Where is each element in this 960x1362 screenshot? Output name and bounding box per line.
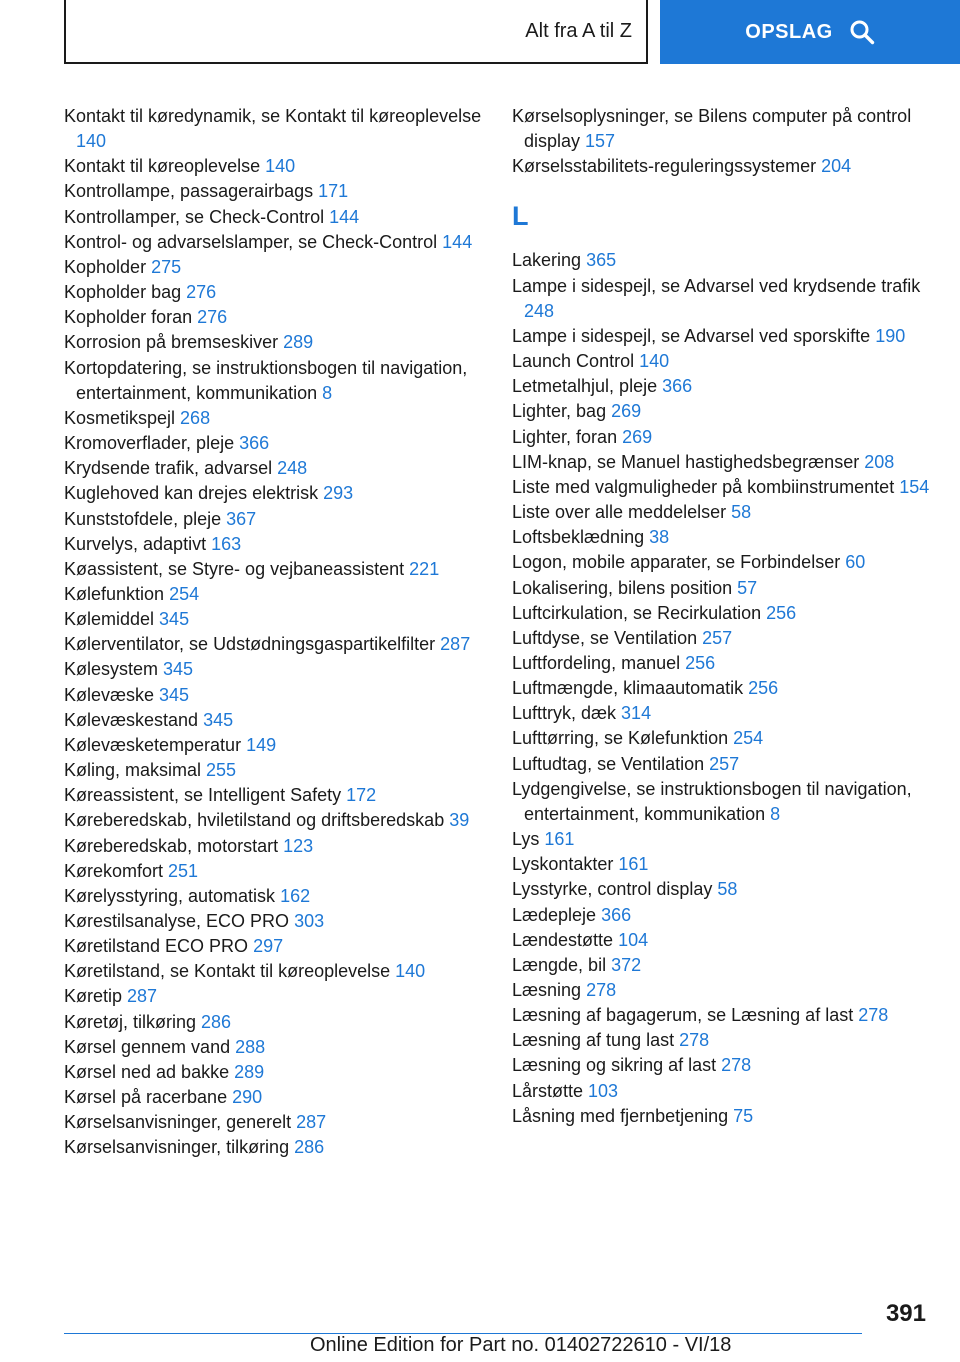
index-entry-text: Kromoverflader, pleje xyxy=(64,433,240,454)
index-entry-page-link[interactable]: 58 xyxy=(731,502,752,523)
index-entry xyxy=(512,676,932,701)
index-entry-page-link[interactable]: 345 xyxy=(203,709,234,730)
index-entry xyxy=(512,626,932,651)
index-entry xyxy=(64,456,484,481)
index-entry-text: Kølerventilator, se Udstødningsgaspartikelfilter xyxy=(64,634,441,655)
index-entry-page-link[interactable]: 287 xyxy=(296,1112,327,1133)
index-entry xyxy=(64,859,484,884)
index-entry-text: Kørselsanvisninger, generelt xyxy=(64,1112,297,1133)
index-entry-text: Krydsende trafik, advarsel xyxy=(64,458,278,479)
index-entry-page-link[interactable]: 75 xyxy=(733,1105,754,1126)
index-entry-text: Lysstyrke, control display xyxy=(512,879,718,900)
index-entry-page-link[interactable]: 154 xyxy=(899,476,930,497)
footer-edition-text: Online Edition for Part no. 01402722610 - VI/18 xyxy=(310,1334,732,1356)
index-entry xyxy=(64,808,484,833)
index-entry-page-link[interactable]: 276 xyxy=(197,307,228,328)
index-entry-text: Kuglehoved kan drejes elektrisk xyxy=(64,483,324,504)
index-entry-page-link[interactable]: 39 xyxy=(449,810,470,831)
page-number: 391 xyxy=(885,1300,926,1327)
index-entry-page-link[interactable]: 144 xyxy=(329,206,360,227)
index-entry xyxy=(64,1010,484,1035)
index-entry-text: Lampe i sidespejl, se Advarsel ved sporskifte xyxy=(512,325,876,346)
index-entry xyxy=(64,884,484,909)
index-entry xyxy=(64,532,484,557)
index-entry-page-link[interactable]: 256 xyxy=(685,652,716,673)
index-entry-page-link[interactable]: 278 xyxy=(721,1055,752,1076)
index-entry-text: Lændestøtte xyxy=(512,929,619,950)
index-entry-text: Køretilstand ECO PRO xyxy=(64,936,254,957)
index-entry xyxy=(512,726,932,751)
index-entry xyxy=(512,500,932,525)
index-entry xyxy=(512,978,932,1003)
index-entry-page-link[interactable]: 8 xyxy=(322,382,333,403)
index-entry xyxy=(512,399,932,424)
index-entry-page-link[interactable]: 289 xyxy=(283,332,314,353)
index-entry xyxy=(64,1035,484,1060)
index-entry-text: Kørelysstyring, automatisk xyxy=(64,885,281,906)
index-entry-text: Kopholder foran xyxy=(64,307,198,328)
search-button[interactable] xyxy=(660,0,960,64)
index-entry-text: Læsning xyxy=(512,980,587,1000)
index-entry-page-link[interactable]: 297 xyxy=(253,936,284,957)
index-entry-text: Køling, maksimal xyxy=(64,760,207,781)
index-entry xyxy=(512,274,932,324)
index-entry-text: Lædepleje xyxy=(512,904,602,925)
index-entry-text: Liste med valgmuligheder på kombiinstrumentet xyxy=(512,476,900,497)
index-entry-text: LIM-knap, se Manuel hastighedsbegrænser xyxy=(512,451,865,472)
index-entry xyxy=(64,683,484,708)
index-entry xyxy=(512,1104,932,1129)
index-entry-page-link[interactable]: 161 xyxy=(544,829,575,850)
index-entry xyxy=(64,205,484,230)
index-entry-text: Kølevæsketemperatur xyxy=(64,734,247,755)
index-entry-page-link[interactable]: 365 xyxy=(586,250,617,271)
index-entry-page-link[interactable]: 172 xyxy=(346,785,377,806)
index-entry-page-link[interactable]: 286 xyxy=(294,1137,325,1158)
index-entry-text: Luftmængde, klimaautomatik xyxy=(512,678,749,699)
index-entry-text: Kølevæske xyxy=(64,684,160,705)
index-entry xyxy=(64,733,484,758)
index-entry-page-link[interactable]: 221 xyxy=(409,558,440,579)
index-entry-page-link[interactable]: 140 xyxy=(395,961,426,982)
index-entry-text: Lakering xyxy=(512,250,587,271)
index-entry-page-link[interactable]: 286 xyxy=(201,1011,232,1032)
index-entry-text: Læsning og sikring af last xyxy=(512,1055,722,1076)
index-entry-page-link[interactable]: 278 xyxy=(858,1005,889,1026)
index-column-right xyxy=(512,104,932,1129)
index-entry xyxy=(64,481,484,506)
index-entry-page-link[interactable]: 204 xyxy=(821,156,852,177)
index-entry-page-link[interactable]: 123 xyxy=(283,835,314,856)
index-entry-page-link[interactable]: 256 xyxy=(766,602,797,623)
index-entry-page-link[interactable]: 163 xyxy=(211,533,242,554)
index-entry-text: Køassistent, se Styre- og vejbaneassistent xyxy=(64,558,410,579)
index-entry-page-link[interactable]: 248 xyxy=(524,300,555,321)
index-entry xyxy=(64,708,484,733)
index-entry-text: Kopholder xyxy=(64,256,152,277)
index-entry-page-link[interactable]: 289 xyxy=(234,1061,265,1082)
index-entry-text: Køretøj, tilkøring xyxy=(64,1011,202,1032)
index-entry-text: Luftcirkulation, se Recirkulation xyxy=(512,602,767,623)
index-entry xyxy=(64,280,484,305)
index-entry-text: Lyskontakter xyxy=(512,854,619,875)
index-entry-page-link[interactable]: 149 xyxy=(246,734,277,755)
index-entry-text: Lufttørring, se Kølefunktion xyxy=(512,728,734,749)
index-entry-text: Logon, mobile apparater, se Forbindelser xyxy=(512,552,846,573)
index-entry-page-link[interactable]: 162 xyxy=(280,885,311,906)
index-entry-text: Lighter, bag xyxy=(512,401,612,422)
index-entry-page-link[interactable]: 58 xyxy=(717,879,738,900)
index-entry-text: Køreberedskab, hviletilstand og driftsberedskab xyxy=(64,810,450,831)
index-entry-page-link[interactable]: 290 xyxy=(232,1087,263,1108)
index-entry-page-link[interactable]: 268 xyxy=(180,407,211,428)
index-entry-text: Kontakt til køredynamik, se Kontakt til køreoplevelse xyxy=(64,106,482,126)
index-entry-page-link[interactable]: 144 xyxy=(442,231,473,252)
index-entry xyxy=(512,701,932,726)
index-entry xyxy=(512,1053,932,1078)
index-entry-page-link[interactable]: 257 xyxy=(709,753,740,774)
index-entry xyxy=(512,1003,932,1028)
index-entry xyxy=(512,651,932,676)
index-entry-page-link[interactable]: 161 xyxy=(618,854,649,875)
index-entry-page-link[interactable]: 366 xyxy=(239,433,270,454)
index-entry-text: Kørselsstabilitets-reguleringssystemer xyxy=(512,156,822,177)
index-entry xyxy=(64,783,484,808)
index-entry xyxy=(64,959,484,984)
index-entry xyxy=(64,507,484,532)
index-entry xyxy=(64,154,484,179)
index-entry-text: Læsning af bagagerum, se Læsning af last xyxy=(512,1005,859,1026)
index-entry-page-link[interactable]: 287 xyxy=(127,986,158,1007)
index-entry-page-link[interactable]: 288 xyxy=(235,1036,266,1057)
index-entry xyxy=(64,330,484,355)
index-entry-text: Kølesystem xyxy=(64,659,164,680)
index-entry-text: Længde, bil xyxy=(512,954,612,975)
index-entry-text: Kørekomfort xyxy=(64,860,169,881)
index-entry xyxy=(512,349,932,374)
index-entry-text: Kørselsanvisninger, tilkøring xyxy=(64,1137,295,1158)
index-entry xyxy=(512,324,932,349)
index-entry-text: Lårstøtte xyxy=(512,1080,589,1101)
index-entry-page-link[interactable]: 276 xyxy=(186,282,217,303)
index-entry xyxy=(512,877,932,902)
index-entry-page-link[interactable]: 367 xyxy=(226,508,257,529)
index-entry xyxy=(512,450,932,475)
index-entry-text: Kunststofdele, pleje xyxy=(64,508,227,529)
index-entry-page-link[interactable]: 303 xyxy=(294,911,325,931)
index-column-left xyxy=(64,104,484,1161)
index-entry xyxy=(64,607,484,632)
index-entry-page-link[interactable]: 275 xyxy=(151,256,182,277)
index-entry xyxy=(512,1079,932,1104)
index-entry-text: Kontakt til køreoplevelse xyxy=(64,156,266,177)
index-entry-page-link[interactable]: 345 xyxy=(163,659,194,680)
index-entry-text: Launch Control xyxy=(512,351,640,372)
index-entry-text: Luftdyse, se Ventilation xyxy=(512,627,703,648)
index-entry xyxy=(64,104,484,154)
index-entry xyxy=(64,431,484,456)
index-entry-page-link[interactable]: 190 xyxy=(875,325,906,346)
index-entry xyxy=(512,903,932,928)
index-entry xyxy=(64,406,484,431)
index-entry-page-link[interactable]: 345 xyxy=(159,609,190,630)
index-entry xyxy=(64,1110,484,1135)
index-entry-text: Kontrollampe, passagerairbags xyxy=(64,181,319,202)
index-entry-page-link[interactable]: 257 xyxy=(702,627,733,648)
index-entry-page-link[interactable]: 314 xyxy=(621,703,652,724)
index-entry xyxy=(512,928,932,953)
index-entry xyxy=(512,154,932,179)
index-entry-page-link[interactable]: 372 xyxy=(611,954,642,975)
index-entry-page-link[interactable]: 208 xyxy=(864,451,895,472)
index-entry-page-link[interactable]: 366 xyxy=(662,376,693,397)
index-entry-text: Kølevæskestand xyxy=(64,709,204,730)
index-entry-page-link[interactable]: 278 xyxy=(679,1030,710,1051)
index-entry-text: Korrosion på bremseskiver xyxy=(64,332,284,353)
index-entry-page-link[interactable]: 140 xyxy=(639,351,670,372)
index-entry-page-link[interactable]: 293 xyxy=(323,483,354,504)
index-entry-text: Køreassistent, se Intelligent Safety xyxy=(64,785,347,806)
index-entry-page-link[interactable]: 38 xyxy=(649,527,670,548)
index-entry-text: Liste over alle meddelelser xyxy=(512,502,732,523)
index-entry-page-link[interactable]: 103 xyxy=(588,1080,619,1101)
index-entry xyxy=(512,550,932,575)
index-entry xyxy=(64,305,484,330)
index-entry-text: Loftsbeklædning xyxy=(512,527,650,548)
index-entry xyxy=(512,374,932,399)
index-entry xyxy=(64,934,484,959)
search-icon xyxy=(849,19,875,45)
index-entry xyxy=(512,104,932,154)
index-entry-page-link[interactable]: 171 xyxy=(318,181,349,202)
index-entry-page-link[interactable]: 345 xyxy=(159,684,190,705)
header-section-tab xyxy=(64,0,648,64)
index-entry-text: Låsning med fjernbetjening xyxy=(512,1105,734,1126)
index-entry-text: Lydgengivelse, se instruktionsbogen til navigation, entertainment, kommunikation xyxy=(512,778,912,824)
index-entry-text: Luftudtag, se Ventilation xyxy=(512,753,710,774)
index-entry xyxy=(512,601,932,626)
index-entry-page-link[interactable]: 157 xyxy=(585,131,616,152)
search-button-label: OPSLAG xyxy=(745,20,833,43)
index-entry xyxy=(64,657,484,682)
index-entry-text: Kørsel på racerbane xyxy=(64,1087,233,1108)
index-entry-page-link[interactable]: 248 xyxy=(277,458,308,479)
index-entry-page-link[interactable]: 255 xyxy=(206,760,237,781)
index-entry-text: Læsning af tung last xyxy=(512,1030,680,1051)
index-entry xyxy=(512,576,932,601)
index-entry xyxy=(512,475,932,500)
index-entry xyxy=(64,179,484,204)
section-letter: L xyxy=(512,201,529,232)
index-entry-page-link[interactable]: 140 xyxy=(265,156,296,177)
index-entry xyxy=(512,953,932,978)
index-entry xyxy=(512,525,932,550)
index-entry xyxy=(512,248,932,273)
index-entry-text: Lufttryk, dæk xyxy=(512,703,622,724)
index-entry-text: Lighter, foran xyxy=(512,426,623,447)
index-entry-page-link[interactable]: 104 xyxy=(618,929,649,950)
index-entry-page-link[interactable]: 278 xyxy=(586,980,617,1000)
index-entry-text: Kosmetikspejl xyxy=(64,407,181,428)
index-entry-text: Kortopdatering, se instruktionsbogen til navigation, entertainment, kommunikation xyxy=(64,357,468,403)
index-entry xyxy=(512,852,932,877)
index-entry-page-link[interactable]: 269 xyxy=(611,401,642,422)
index-entry-text: Lampe i sidespejl, se Advarsel ved krydsende trafik xyxy=(512,275,921,296)
index-entry-page-link[interactable]: 254 xyxy=(733,728,764,749)
index-entry-page-link[interactable]: 8 xyxy=(770,803,781,824)
index-entry-text: Kørselsoplysninger, se Bilens computer på control display xyxy=(512,106,912,152)
index-entry-text: Kølemiddel xyxy=(64,609,160,630)
index-entry-text: Kørsel ned ad bakke xyxy=(64,1061,235,1082)
index-entry xyxy=(64,632,484,657)
index-entry xyxy=(64,557,484,582)
index-entry-text: Kopholder bag xyxy=(64,282,187,303)
index-entry-page-link[interactable]: 57 xyxy=(737,577,758,598)
index-entry-text: Kontrollamper, se Check-Control xyxy=(64,206,330,227)
index-entry xyxy=(64,230,484,255)
index-entry-text: Kurvelys, adaptivt xyxy=(64,533,212,554)
index-entry xyxy=(64,758,484,783)
index-entry-page-link[interactable]: 60 xyxy=(845,552,866,573)
index-entry xyxy=(64,1060,484,1085)
index-entry-text: Kørsel gennem vand xyxy=(64,1036,236,1057)
index-entry-text: Letmetalhjul, pleje xyxy=(512,376,663,397)
index-entry xyxy=(512,752,932,777)
index-entry-page-link[interactable]: 140 xyxy=(76,131,107,152)
index-entry xyxy=(64,909,484,934)
index-entry-page-link[interactable]: 251 xyxy=(168,860,199,881)
index-entry-text: Køretip xyxy=(64,986,128,1007)
index-entry-text: Kontrol- og advarselslamper, se Check-Control xyxy=(64,231,443,252)
index-entry xyxy=(64,834,484,859)
index-entry xyxy=(512,1028,932,1053)
index-entry xyxy=(64,582,484,607)
index-entry xyxy=(512,777,932,827)
index-entry xyxy=(64,1135,484,1160)
index-entry-text: Kølefunktion xyxy=(64,583,170,604)
index-entry xyxy=(64,255,484,280)
index-entry-text: Lys xyxy=(512,829,545,850)
index-entry-text: Køretilstand, se Kontakt til køreoplevelse xyxy=(64,961,396,982)
index-entry xyxy=(64,356,484,406)
index-entry xyxy=(512,425,932,450)
header-title: Alt fra A til Z xyxy=(525,19,632,42)
index-entry-text: Køreberedskab, motorstart xyxy=(64,835,284,856)
index-entry xyxy=(512,827,932,852)
index-entry-text: Lokalisering, bilens position xyxy=(512,577,738,598)
index-entry-page-link[interactable]: 287 xyxy=(440,634,471,655)
index-entry-text: Luftfordeling, manuel xyxy=(512,652,686,673)
index-entry xyxy=(64,984,484,1009)
index-entry-text: Kørestilsanalyse, ECO PRO xyxy=(64,911,295,931)
index-entry-page-link[interactable]: 269 xyxy=(622,426,653,447)
index-entry-page-link[interactable]: 256 xyxy=(748,678,779,699)
index-entry xyxy=(64,1085,484,1110)
index-entry-page-link[interactable]: 366 xyxy=(601,904,632,925)
index-entry-page-link[interactable]: 254 xyxy=(169,583,200,604)
